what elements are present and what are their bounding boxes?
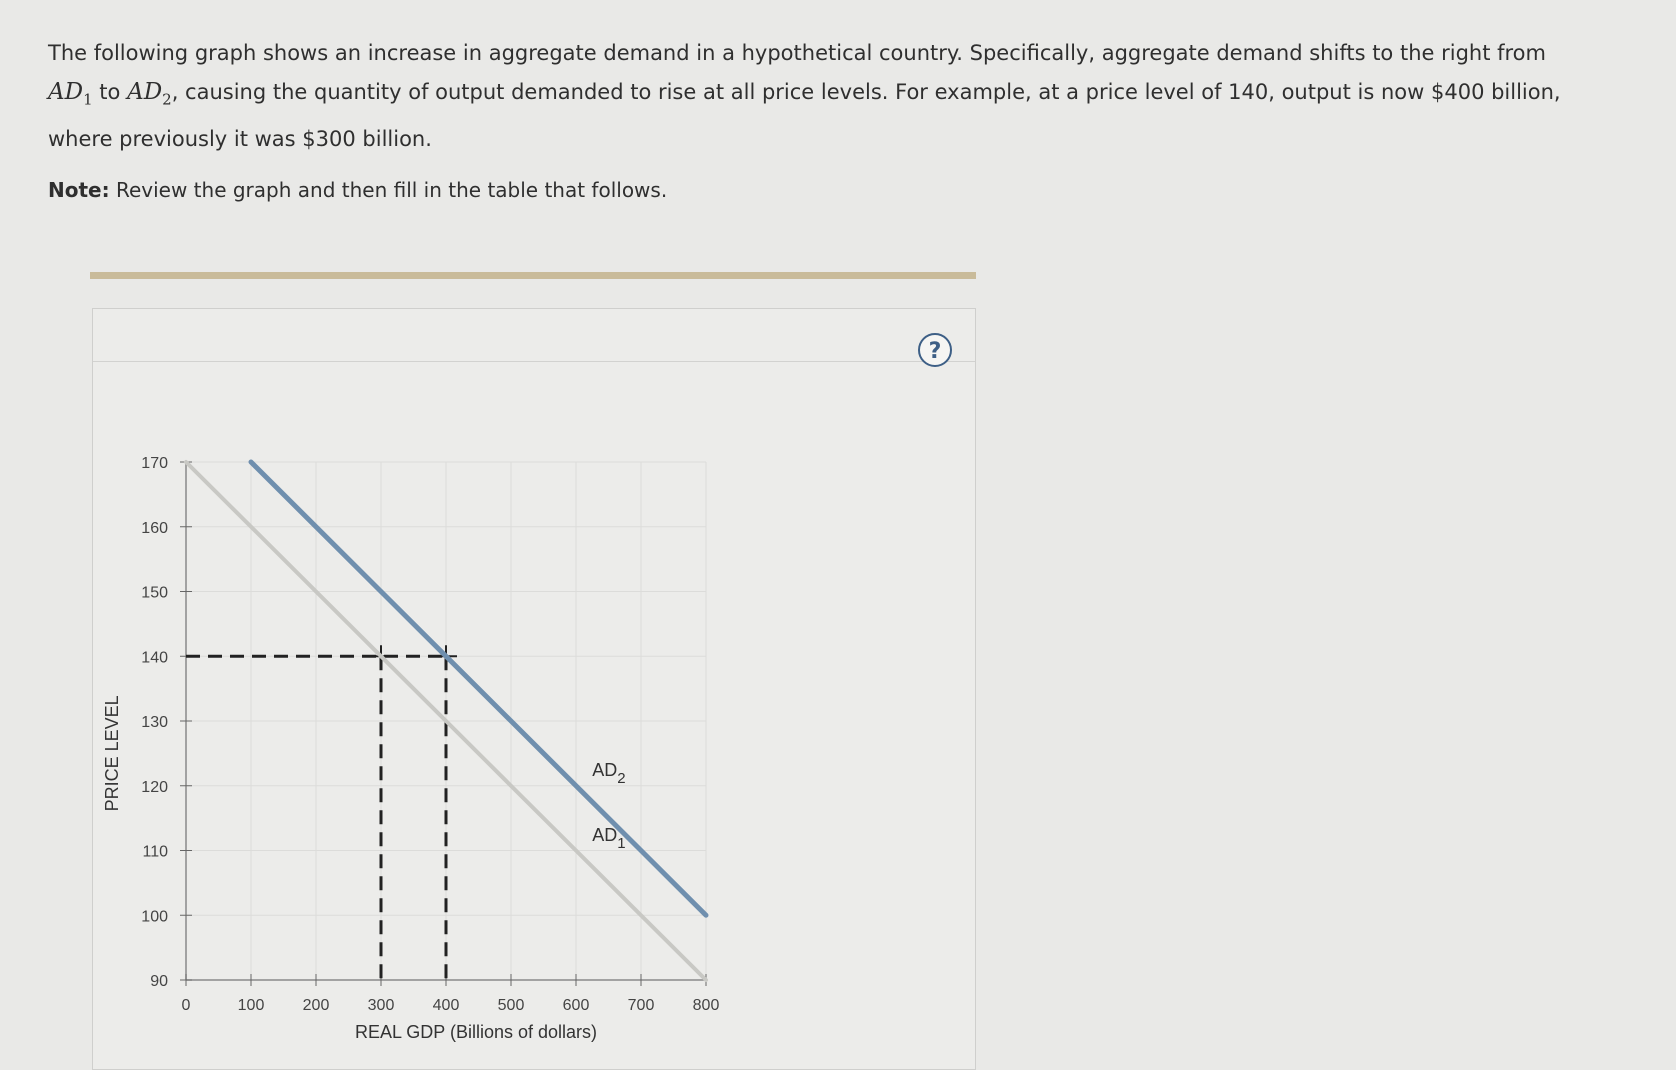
y-tick-label: 140 — [141, 649, 168, 667]
x-tick-label: 0 — [181, 997, 191, 1014]
intro-text-1: The following graph shows an increase in aggregate demand in a hypothetical country. Specifically, aggregate demand shifts to the right from — [48, 41, 1546, 65]
y-tick-label: 150 — [141, 584, 168, 602]
x-axis-title: REAL GDP (Billions of dollars) — [354, 1022, 598, 1042]
y-tick-label: 110 — [142, 843, 168, 861]
note-text: Review the graph and then fill in the table that follows. — [115, 178, 668, 202]
x-tick-label: 600 — [562, 997, 590, 1014]
x-tick-label: 700 — [627, 997, 655, 1014]
help-icon[interactable]: ? — [918, 333, 952, 367]
y-axis-title: PRICE LEVEL — [102, 695, 122, 812]
x-tick-label: 500 — [497, 997, 525, 1014]
curve-label-ad2: $AD_2$ — [592, 760, 626, 788]
y-tick-label: 100 — [141, 908, 168, 926]
x-tick-label: 100 — [237, 997, 265, 1014]
x-tick-label: 400 — [432, 997, 460, 1014]
axes — [102, 455, 719, 1042]
x-tick-label: 300 — [367, 997, 395, 1014]
y-tick-label: 130 — [141, 714, 168, 731]
reference-guides — [186, 645, 457, 980]
intro-text-3: , causing the quantity of output demanded to rise at all price levels. For example, at a price level of 140, output is now $400 billion, where previously it was $300 billion. — [48, 80, 1561, 151]
note-label: Note: — [48, 178, 110, 202]
curve-label-ad1: $AD_1$ — [592, 824, 626, 852]
curve-ad2 — [251, 462, 706, 915]
y-tick-label: 170 — [141, 455, 168, 472]
x-tick-label: 800 — [692, 997, 720, 1014]
y-tick-label: 120 — [141, 778, 168, 796]
y-tick-label: 160 — [141, 519, 168, 537]
ad1-math: $AD_1$ — [48, 79, 93, 109]
x-tick-label: 200 — [302, 997, 330, 1014]
y-tick-label: 90 — [150, 973, 168, 990]
intro-text-2: to — [99, 80, 121, 104]
ad2-math: $AD_2$ — [127, 79, 172, 109]
